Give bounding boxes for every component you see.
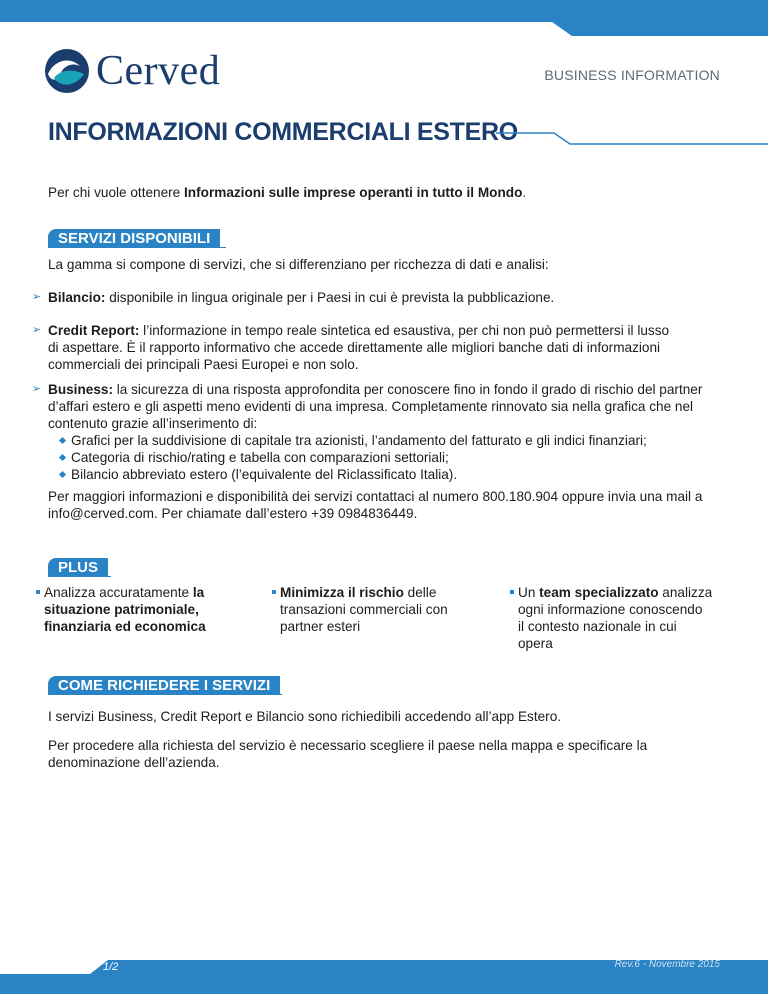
section-heading-plus: PLUS bbox=[48, 558, 108, 577]
service-desc-line: di aspettare. È il rapporto informativo che accede direttamente alle migliori banche dati di informazioni bbox=[48, 340, 661, 355]
arrow-bullet-icon: ➢ bbox=[32, 324, 42, 336]
diamond-bullet-icon bbox=[59, 437, 66, 444]
plus-column-3: Un team specializzato analizza ogni informazione conoscendo il contesto nazionale in cui opera bbox=[510, 584, 730, 652]
intro-bold: Informazioni sulle imprese operanti in tutto il Mondo bbox=[184, 185, 523, 200]
service-desc-line: contenuto grazie all’inserimento di: bbox=[48, 416, 258, 431]
page-title: INFORMAZIONI COMMERCIALI ESTERO bbox=[48, 118, 518, 146]
intro-suffix: . bbox=[522, 185, 527, 200]
list-item: Grafici per la suddivisione di capitale tra azionisti, l’andamento del fatturato e gli indici finanziari; bbox=[58, 432, 718, 449]
service-desc-line: d’affari estero e gli aspetti meno evidenti di una impresa. Completamente rinnovato sia nella grafica che nel bbox=[48, 399, 694, 414]
service-name: Credit Report: bbox=[48, 323, 140, 338]
diamond-bullet-icon bbox=[59, 454, 66, 461]
howto-paragraph-1: I servizi Business, Credit Report e Bilancio sono richiedibili accedendo all’app Estero. bbox=[48, 709, 562, 724]
square-bullet-icon bbox=[36, 590, 40, 594]
plus-column-1: Analizza accuratamente la situazione patrimoniale, finanziaria ed economica bbox=[36, 584, 236, 635]
arrow-bullet-icon: ➢ bbox=[32, 291, 42, 303]
plus-column-2: Minimizza il rischio delle transazioni commerciali con partner esteri bbox=[272, 584, 472, 635]
square-bullet-icon bbox=[272, 590, 276, 594]
title-row bbox=[48, 118, 768, 150]
section-underline-servizi bbox=[48, 247, 226, 248]
revision-label: Rev.6 - Novembre 2015 bbox=[614, 959, 720, 970]
service-desc-line: commerciali dei principali Paesi Europei e non solo. bbox=[48, 357, 359, 372]
square-bullet-icon bbox=[510, 590, 514, 594]
cerved-logo bbox=[44, 48, 220, 94]
top-decorative-band bbox=[0, 0, 768, 40]
cerved-wave-logo-icon bbox=[44, 48, 90, 94]
services-lead: La gamma si compone di servizi, che si differenziano per ricchezza di dati e analisi: bbox=[48, 257, 549, 272]
list-item: Bilancio abbreviato estero (l’equivalente del Riclassificato Italia). bbox=[58, 466, 718, 483]
section-heading-come-richiedere: COME RICHIEDERE I SERVIZI bbox=[48, 676, 280, 695]
service-desc-line: l’informazione in tempo reale sintetica ed esaustiva, per chi non può permettersi il lusso bbox=[143, 323, 670, 338]
service-name: Bilancio: bbox=[48, 290, 106, 305]
service-desc-line: disponibile in lingua originale per i Paesi in cui è prevista la pubblicazione. bbox=[109, 290, 555, 305]
header-tagline: BUSINESS INFORMATION bbox=[544, 67, 720, 83]
service-item-bilancio bbox=[48, 289, 718, 306]
intro-prefix: Per chi vuole ottenere bbox=[48, 185, 185, 200]
page-number: 1/2 bbox=[103, 961, 119, 973]
service-item-business bbox=[48, 381, 718, 483]
diamond-bullet-icon bbox=[59, 471, 66, 478]
section-underline-come-richiedere bbox=[48, 694, 282, 695]
contact-paragraph: Per maggiori informazioni e disponibilità dei servizi contattaci al numero 800.180.904 oppure invia una mail a info@cerved.com. Per chiamate dall’estero +39 0984836449. bbox=[48, 489, 703, 521]
intro-paragraph bbox=[48, 184, 526, 201]
service-item-credit-report bbox=[48, 322, 718, 373]
service-desc-line: la sicurezza di una risposta approfondita per conoscere fino in fondo il grado di rischio del partner bbox=[116, 382, 703, 397]
title-decorative-line bbox=[496, 120, 768, 150]
section-underline-plus bbox=[48, 576, 111, 577]
service-name: Business: bbox=[48, 382, 113, 397]
brand-name: Cerved bbox=[96, 48, 221, 94]
business-sublist bbox=[48, 432, 718, 483]
howto-paragraph-2: Per procedere alla richiesta del servizio è necessario scegliere il paese nella mappa e specificare la denominazione dell’azienda. bbox=[48, 738, 648, 770]
section-heading-servizi: SERVIZI DISPONIBILI bbox=[48, 229, 220, 248]
list-item: Categoria di rischio/rating e tabella con comparazioni settoriali; bbox=[58, 449, 718, 466]
arrow-bullet-icon: ➢ bbox=[32, 383, 42, 395]
